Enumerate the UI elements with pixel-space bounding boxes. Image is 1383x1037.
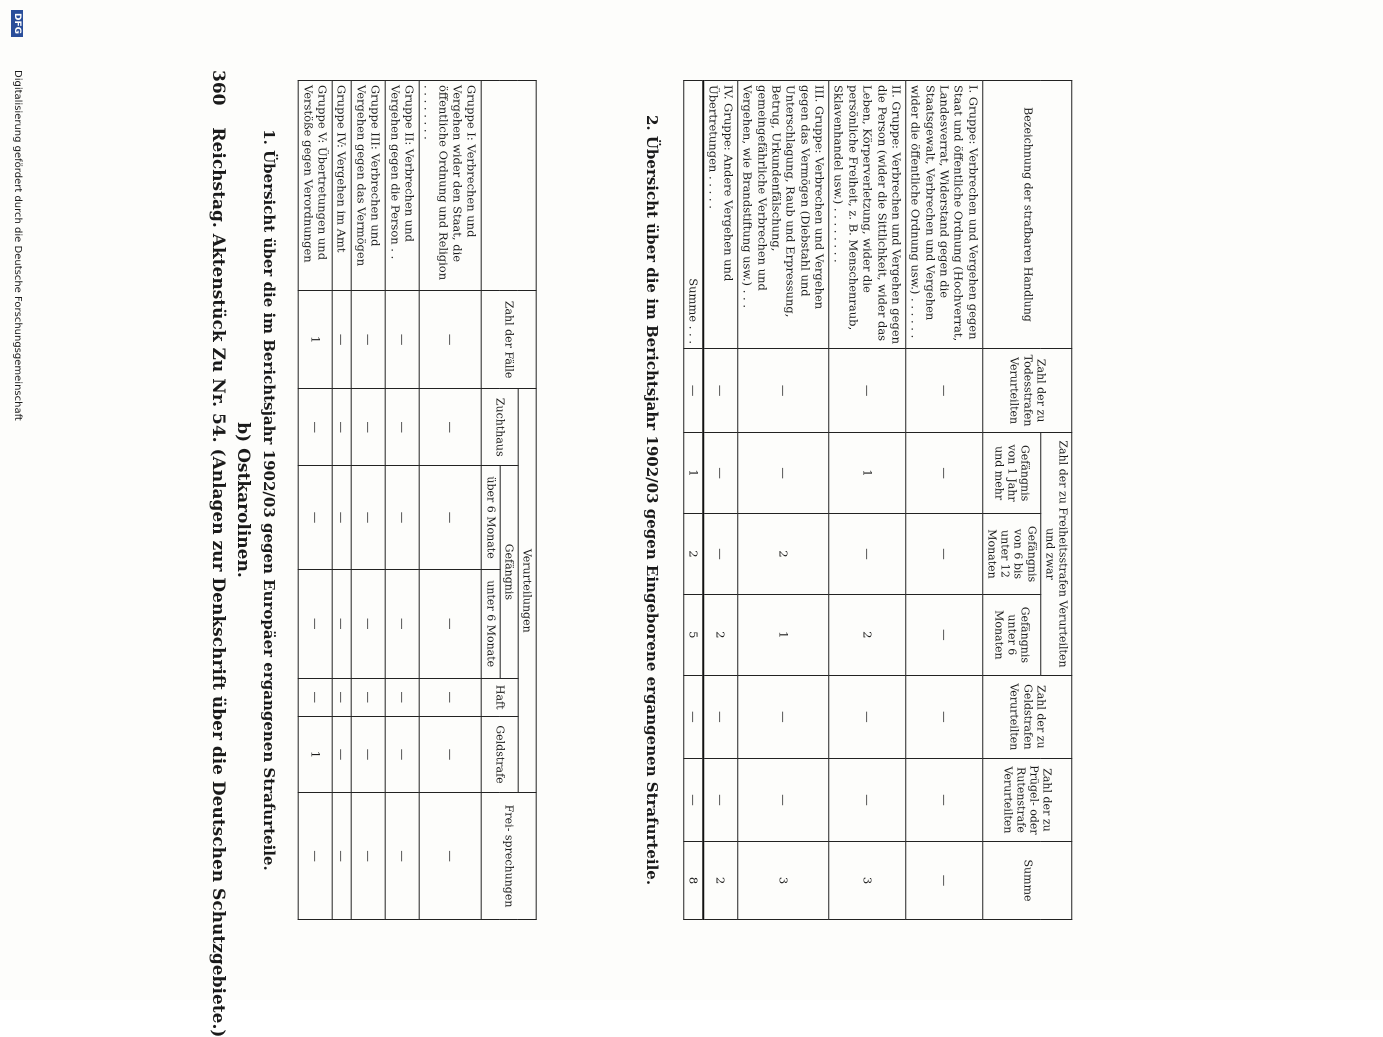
cell-value: — — [332, 569, 351, 678]
header-gefaengnis: Gefängnis — [500, 466, 518, 678]
table2-body — [684, 81, 983, 920]
table-row — [332, 81, 351, 920]
row-label: Gruppe I: Verbrechen und Vergehen wider den Staat, die öffentliche Ordnung und Religion . . . . . . . . — [419, 81, 482, 291]
row-label: IV. Gruppe: Andere Vergehen und Übertretungen . . . . . — [703, 81, 737, 349]
header-pruegelstrafe: Zahl der zu Prügel- oder Rutenstrafe Verurteilten — [983, 758, 1072, 841]
header-gefaengnis-unter6: Gefängnis unter 6 Monaten — [983, 594, 1041, 675]
table1-body — [299, 81, 482, 920]
cell-value: 1 — [299, 716, 333, 792]
cell-value: — — [352, 716, 386, 792]
header-freiheitsstrafen: Zahl der zu Freiheitsstrafen Verurteilten und zwar — [1040, 433, 1071, 676]
row-label: Gruppe IV: Vergehen im Amt — [332, 81, 351, 291]
cell-value: — — [738, 675, 829, 758]
cell-value: 2 — [829, 594, 906, 675]
cell-value: — — [352, 466, 386, 570]
cell-value: — — [738, 349, 829, 433]
cell-value: — — [906, 349, 983, 433]
cell-value: — — [332, 793, 351, 920]
cell-value: — — [829, 675, 906, 758]
cell-value: — — [906, 675, 983, 758]
cell-value: — — [419, 569, 482, 678]
cell-value: — — [299, 466, 333, 570]
cell-value: 2 — [738, 514, 829, 595]
cell-value: — — [829, 349, 906, 433]
cell-value: — — [703, 675, 737, 758]
table-row — [385, 81, 419, 920]
header-verurteilungen: Verurteilungen — [518, 389, 536, 793]
table1-title: 1. Übersicht über die im Berichtsjahr 1902/03 gegen Europäer ergangenen Strafurteile. — [260, 129, 278, 871]
row-label: II. Gruppe: Verbrechen und Vergehen gegen die Person (wider die Sittlichkeit, wider das Leben, Körperverletzung, wider die persönliche Freiheit, z. B. Menschenraub, Sklavenhandel usw.) . . . . . . . . — [829, 81, 906, 349]
header-gefaengnis-1jahr: Gefängnis von 1 Jahr und mehr — [983, 433, 1041, 514]
cell-value: — — [419, 291, 482, 389]
cell-value: — — [419, 466, 482, 570]
cell-value: — — [332, 716, 351, 792]
table-header-row — [1040, 81, 1071, 920]
table-row — [352, 81, 386, 920]
table-header-row — [518, 81, 536, 920]
cell-value: — — [352, 569, 386, 678]
cell-value: — — [385, 793, 419, 920]
cell-value: — — [906, 433, 983, 514]
cell-value: — — [419, 678, 482, 716]
cell-value: — — [906, 842, 983, 920]
table-row — [829, 81, 906, 920]
cell-value: — — [299, 569, 333, 678]
sum-label: Summe . . . — [684, 81, 704, 349]
cell-value: — — [419, 793, 482, 920]
cell-value: — — [829, 514, 906, 595]
header-summe: Summe — [983, 842, 1072, 920]
cell-value: — — [684, 758, 704, 841]
header-todesstrafen: Zahl der zu Todesstrafen Verurteilten — [983, 349, 1072, 433]
header-ueber: über 6 Monate — [482, 466, 500, 570]
row-label: Gruppe III: Verbrechen und Vergehen gegen das Vermögen — [352, 81, 386, 291]
cell-value: — — [419, 389, 482, 466]
cell-value: — — [352, 389, 386, 466]
cell-value: — — [684, 349, 704, 433]
cell-value: — — [385, 291, 419, 389]
header-empty — [482, 81, 537, 291]
cell-value: — — [299, 389, 333, 466]
header-unter: unter 6 Monate — [482, 569, 500, 678]
cell-value: 2 — [703, 594, 737, 675]
cell-value: — — [906, 514, 983, 595]
header-zuchthaus: Zuchthaus — [482, 389, 518, 466]
table-row — [419, 81, 482, 920]
cell-value: — — [299, 793, 333, 920]
cell-value: — — [703, 758, 737, 841]
table-row — [906, 81, 983, 920]
cell-value: — — [299, 678, 333, 716]
cell-value: 3 — [738, 842, 829, 920]
row-label: III. Gruppe: Verbrechen und Vergehen gegen das Vermögen (Diebstahl und Unterschlagung, Raub und Erpressung, Betrug, Urkundenfälschung, gemeingefährliche Verbrechen und Vergehen, wie Brandstiftung usw.) . . . — [738, 81, 829, 349]
header-gefaengnis-6-12: Gefängnis von 6 bis unter 12 Monaten — [983, 514, 1041, 595]
cell-value: — — [385, 569, 419, 678]
cell-value: 1 — [829, 433, 906, 514]
cell-value: — — [332, 466, 351, 570]
table-row — [703, 81, 737, 920]
sum-row — [684, 81, 704, 920]
cell-value: — — [906, 594, 983, 675]
cell-value: — — [332, 678, 351, 716]
running-head — [208, 70, 228, 1037]
header-bezeichnung: Bezeichnung der strafbaren Handlung — [983, 81, 1072, 349]
header-faelle: Zahl der Fälle — [482, 291, 537, 389]
digitization-note: Digitalisierung gefördert durch die Deutsche Forschungsgemeinschaft — [12, 70, 23, 421]
table-natives — [683, 80, 1072, 920]
cell-value: — — [332, 291, 351, 389]
cell-value: 2 — [703, 842, 737, 920]
cell-value: 1 — [299, 291, 333, 389]
cell-value: — — [703, 349, 737, 433]
cell-value: 2 — [684, 514, 704, 595]
cell-value: 8 — [684, 842, 704, 920]
cell-value: 1 — [684, 433, 704, 514]
dfg-logo: DFG — [11, 10, 23, 37]
table-europeans — [298, 80, 537, 920]
page-number: 360 — [208, 70, 228, 106]
cell-value: — — [419, 716, 482, 792]
section-heading: b) Ostkarolinen. — [233, 422, 253, 578]
cell-value: 5 — [684, 594, 704, 675]
row-label: Gruppe V: Übertretungen und Verstöße gegen Verordnungen — [299, 81, 333, 291]
header-geldstrafe: Geldstrafe — [482, 716, 518, 792]
cell-value: — — [738, 433, 829, 514]
cell-value: — — [906, 758, 983, 841]
cell-value: 1 — [738, 594, 829, 675]
cell-value: — — [352, 291, 386, 389]
cell-value: — — [332, 389, 351, 466]
row-label: I. Gruppe: Verbrechen und Vergehen gegen Staat und öffentliche Ordnung (Hochverrat, Landesverrat, Widerstand gegen die Staatsgewalt, Verbrechen und Vergehen wider die öffentliche Ordnung usw.) . . . . . . — [906, 81, 983, 349]
cell-value: — — [829, 758, 906, 841]
running-title: Reichstag. Aktenstück Zu Nr. 54. (Anlagen zur Denkschrift über die Deutschen Schutzgebiete.) — [208, 127, 228, 1037]
cell-value: — — [385, 716, 419, 792]
cell-value: 3 — [829, 842, 906, 920]
row-label: Gruppe II: Verbrechen und Vergehen gegen die Person . . — [385, 81, 419, 291]
cell-value: — — [385, 466, 419, 570]
cell-value: — — [352, 678, 386, 716]
cell-value: — — [352, 793, 386, 920]
table2-title: 2. Übersicht über die im Berichtsjahr 1902/03 gegen Eingeborene ergangenen Strafurteile. — [643, 114, 661, 886]
cell-value: — — [703, 433, 737, 514]
cell-value: — — [703, 514, 737, 595]
cell-value: — — [385, 389, 419, 466]
cell-value: — — [385, 678, 419, 716]
table-row — [738, 81, 829, 920]
cell-value: — — [738, 758, 829, 841]
header-freisprechungen: Frei- sprechungen — [482, 793, 537, 920]
table-row — [299, 81, 333, 920]
header-haft: Haft — [482, 678, 518, 716]
header-geldstrafen: Zahl der zu Geldstrafen Verurteilten — [983, 675, 1072, 758]
cell-value: — — [684, 675, 704, 758]
